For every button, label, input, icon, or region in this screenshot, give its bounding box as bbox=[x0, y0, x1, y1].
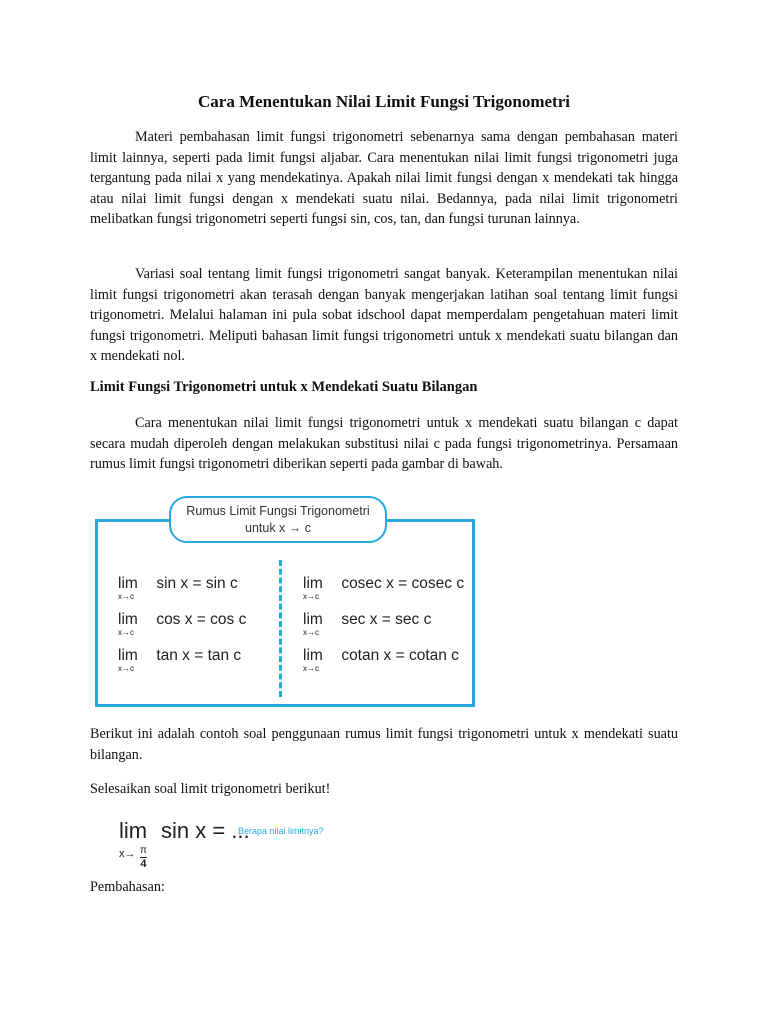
lim-word: lim bbox=[118, 647, 138, 664]
lim-word: lim bbox=[303, 647, 323, 664]
fraction-numerator: π bbox=[140, 845, 147, 856]
formula-cos bbox=[118, 611, 247, 637]
formula-tan-text: tan x = tan c bbox=[156, 647, 242, 664]
lim-subscript: x→c bbox=[118, 664, 134, 673]
formula-cotan-text: cotan x = cotan c bbox=[341, 647, 459, 664]
example-subscript-prefix: x→ bbox=[119, 848, 136, 860]
example-expression: sin x = ... bbox=[161, 818, 250, 843]
formula-cos-text: cos x = cos c bbox=[156, 611, 247, 628]
document-title: Cara Menentukan Nilai Limit Fungsi Trigonometri bbox=[198, 92, 570, 111]
formula-sec-text: sec x = sec c bbox=[341, 611, 432, 628]
intro-paragraph-1: Materi pembahasan limit fungsi trigonometri sebenarnya sama dengan pembahasan materi limit lainnya, seperti pada limit fungsi aljabar. Cara menentukan nilai limit fungsi trigonometri juga tergantung pada nilai x yang mendekatinya. Apakah nilai limit fungsi dengan x mendekati tak hingga atau nilai limit fungsi dengan x mendekati suatu nilai. Bedannya, pada nilai limit trigonometri melibatkan fungsi trigonometri seperti fungsi sin, cos, tan, dan fungsi turunan lainnya. bbox=[90, 129, 678, 228]
formula-sec bbox=[303, 611, 432, 637]
discussion-label: Pembahasan: bbox=[90, 879, 165, 895]
formula-sin bbox=[118, 575, 238, 601]
formula-box bbox=[95, 519, 475, 707]
formula-box-title bbox=[169, 496, 387, 543]
example-note: Berapa nilai limitnya? bbox=[238, 826, 324, 836]
lim-word: lim bbox=[118, 575, 138, 592]
section-paragraph: Cara menentukan nilai limit fungsi trigonometri untuk x mendekati suatu bilangan c dapat secara mudah diperoleh dengan melakukan substitusi nilai c pada fungsi trigonometrinya. Persamaan rumus limit fungsi trigonometri diberikan seperti pada gambar di bawah. bbox=[90, 415, 678, 473]
section-heading: Limit Fungsi Trigonometri untuk x Mendekati Suatu Bilangan bbox=[90, 379, 478, 395]
example-subscript-fraction bbox=[140, 844, 147, 871]
formula-sin-text: sin x = sin c bbox=[156, 575, 238, 592]
lim-word: lim bbox=[118, 611, 138, 628]
lim-subscript: x→c bbox=[303, 664, 319, 673]
example-lim-word: lim bbox=[119, 818, 148, 843]
lim-word: lim bbox=[303, 575, 323, 592]
formula-cosec bbox=[303, 575, 465, 601]
formula-divider bbox=[279, 560, 282, 697]
question-line: Selesaikan soal limit trigonometri berikut! bbox=[90, 781, 331, 797]
lim-subscript: x→c bbox=[303, 628, 319, 637]
formula-cosec-text: cosec x = cosec c bbox=[341, 575, 465, 592]
formula-box-title-line2: untuk x → c bbox=[245, 521, 311, 535]
fraction-denominator: 4 bbox=[140, 858, 147, 870]
example-intro-paragraph: Berikut ini adalah contoh soal penggunaan rumus limit fungsi trigonometri untuk x mendekati suatu bilangan. bbox=[90, 726, 678, 763]
intro-paragraph-2: Variasi soal tentang limit fungsi trigonometri sangat banyak. Keterampilan menentukan nilai limit fungsi trigonometri akan terasah dengan banyak mengerjakan latihan soal tentang limit fungsi trigonometri. Melalui halaman ini pula sobat idschool dapat memperdalam pengetahuan materi limit fungsi trigonometri. Meliputi bahasan limit fungsi trigonometri untuk x mendekati suatu bilangan dan x mendekati nol. bbox=[90, 266, 678, 365]
formula-cotan bbox=[303, 647, 459, 673]
lim-subscript: x→c bbox=[118, 628, 134, 637]
lim-word: lim bbox=[303, 611, 323, 628]
lim-subscript: x→c bbox=[118, 592, 134, 601]
lim-subscript: x→c bbox=[303, 592, 319, 601]
formula-tan bbox=[118, 647, 242, 673]
formula-box-title-line1: Rumus Limit Fungsi Trigonometri bbox=[186, 504, 370, 518]
